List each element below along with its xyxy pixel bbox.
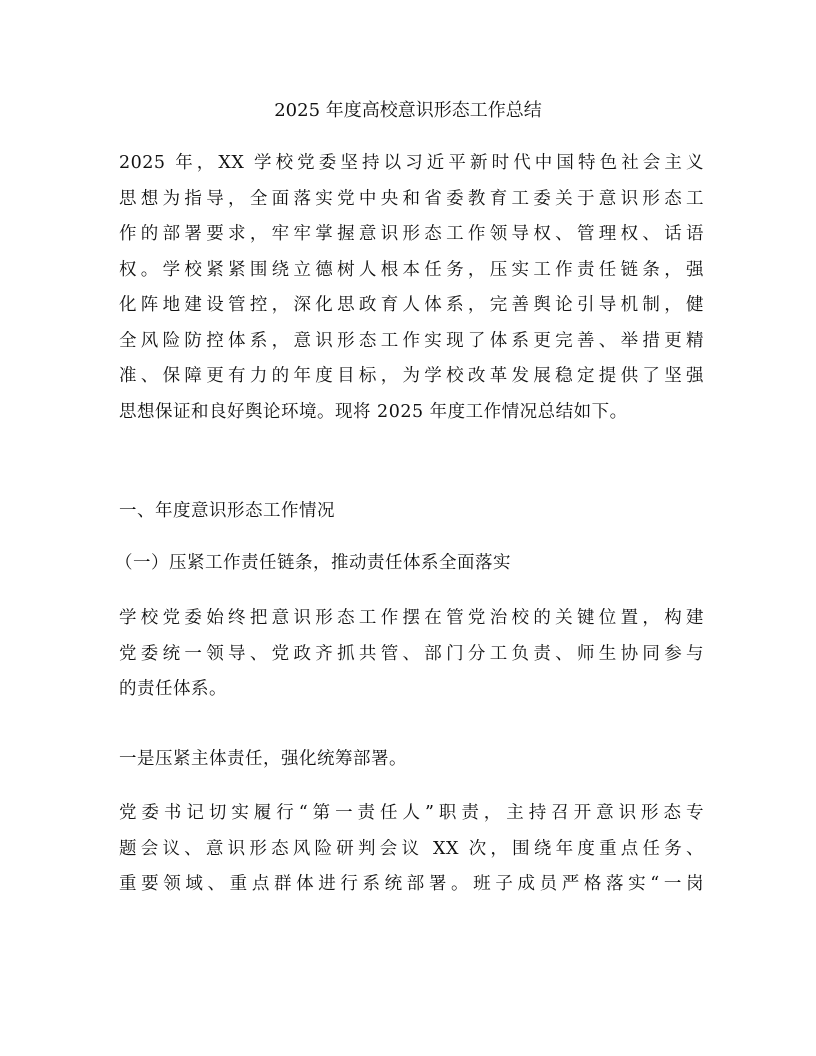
intro-line: 思想为指导，全面落实党中央和省委教育工委关于意识形态工 <box>119 188 704 209</box>
intro-line: 2025 年，XX 学校党委坚持以习近平新时代中国特色社会主义 <box>119 153 704 173</box>
intro-line: 权。学校紧紧围绕立德树人根本任务，压实工作责任链条，强 <box>119 259 704 280</box>
responsibility-paragraph <box>119 601 704 708</box>
intro-line: 思想保证和良好舆论环境。现将 2025 年度工作情况总结如下。 <box>119 401 628 422</box>
paragraph-line: 学校党委始终把意识形态工作摆在管党治校的关键位置，构建 <box>119 608 704 628</box>
intro-line: 化阵地建设管控，深化思政育人体系，完善舆论引导机制，健 <box>119 295 704 315</box>
paragraph-line: 党委统一领导、党政齐抓共管、部门分工负责、师生协同参与 <box>119 643 704 664</box>
point-heading-text: 一是压紧主体责任，强化统筹部署。 <box>119 749 407 769</box>
intro-paragraph <box>119 146 704 430</box>
intro-line: 作的部署要求，牢牢掌握意识形态工作领导权、管理权、话语 <box>119 224 704 244</box>
intro-line: 全风险防控体系，意识形态工作实现了体系更完善、举措更精 <box>119 330 704 351</box>
subsection-heading <box>115 546 700 582</box>
paragraph-line: 的责任体系。 <box>119 679 227 699</box>
document-title: 2025 年度高校意识形态工作总结 <box>274 100 542 121</box>
paragraph-line: 题会议、意识形态风险研判会议 XX 次，围绕年度重点任务、 <box>119 838 704 859</box>
intro-line: 准、保障更有力的年度目标，为学校改革发展稳定提供了坚强 <box>119 366 704 386</box>
section-heading <box>119 494 704 530</box>
paragraph-line: 党委书记切实履行“第一责任人”职责，主持召开意识形态专 <box>119 803 704 823</box>
subsection-heading-text: （一）压紧工作责任链条，推动责任体系全面落实 <box>115 553 511 573</box>
secretary-paragraph <box>119 796 704 903</box>
section-heading-text: 一、年度意识形态工作情况 <box>119 501 335 521</box>
paragraph-line: 重要领域、重点群体进行系统部署。班子成员严格落实“一岗 <box>119 874 704 894</box>
point-heading <box>119 742 704 778</box>
